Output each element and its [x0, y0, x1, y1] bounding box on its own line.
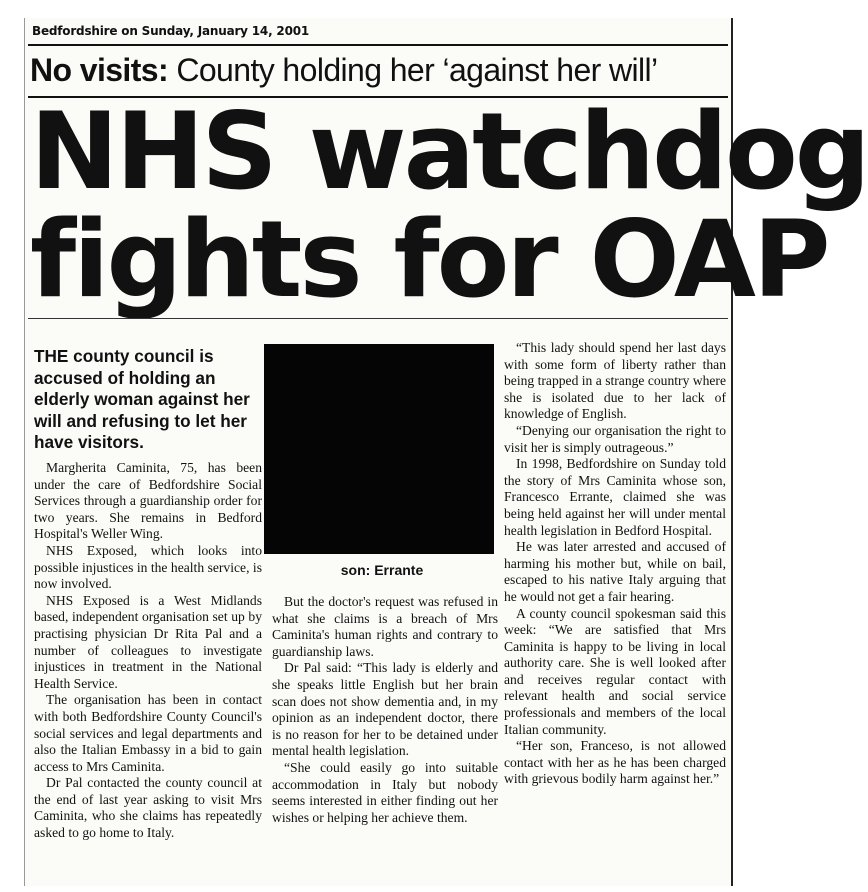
strap-kicker: No visits:	[30, 52, 169, 88]
paragraph: NHS Exposed, which looks into possible injustices in the health service, is now involved.	[34, 542, 262, 592]
paragraph: “Denying our organisation the right to visit her is simply outrageous.”	[504, 422, 726, 455]
column-3	[504, 340, 726, 788]
paragraph: The organisation has been in contact with both Bedfordshire County Council's social services and legal departments and also the Italian Embassy in a bid to gain access to Mrs Caminita.	[34, 692, 262, 774]
top-rule	[28, 44, 728, 46]
headline-rule	[28, 318, 728, 319]
paragraph: Margherita Caminita, 75, has been under the care of Bedfordshire Social Services through a guardianship order for two years. She remains in Bedford Hospital's Weller Wing.	[34, 460, 262, 542]
paragraph: Dr Pal contacted the county council at the end of last year asking to visit Mrs Caminita, who she claims has repeatedly asked to go home to Italy.	[34, 775, 262, 841]
paragraph: NHS Exposed is a West Midlands based, independent organisation set up by practising physician Dr Rita Pal and a number of colleagues to investigate injustices in treatment in the National Health Service.	[34, 592, 262, 691]
strap-text: County holding her ‘against her will’	[176, 52, 658, 88]
photo-redacted	[264, 344, 494, 554]
strapline	[30, 50, 730, 90]
headline-line-1: NHS watchdog	[30, 90, 868, 213]
paragraph: “Her son, Franceso, is not allowed contact with her as he has been charged with grievous bodily harm against her.”	[504, 738, 726, 787]
photo-caption: son: Errante	[340, 562, 424, 578]
headline	[30, 90, 868, 321]
paragraph: A county council spokesman said this week: “We are satisfied that Mrs Caminita is happy to be living in local authority care. She is well looked after and receives regular contact with relevant health and social service professionals and members of the local Italian community.	[504, 605, 726, 737]
standfirst: THE county council is accused of holding an elderly woman against her will and refusing to let her have visitors.	[34, 346, 250, 453]
dateline: Bedfordshire on Sunday, January 14, 2001	[32, 24, 310, 38]
column-1	[34, 460, 262, 842]
headline-line-2: fights for OAP	[30, 198, 828, 321]
paragraph: “This lady should spend her last days with some form of liberty rather than being trapped in a strange country where she is isolated due to her lack of knowledge of English.	[504, 340, 726, 422]
paragraph: Dr Pal said: “This lady is elderly and she speaks little English but her brain scan does not show dementia and, in my opinion as an independent doctor, there is no reason for her to be detained under mental health legislation.	[272, 660, 498, 759]
paragraph: In 1998, Bedfordshire on Sunday told the story of Mrs Caminita whose son, Francesco Errante, claimed she was being held against her will under mental health legislation in Bedford Hospital.	[504, 456, 726, 538]
paragraph: He was later arrested and accused of harming his mother but, while on bail, escaped to his native Italy arguing that he would not get a fair hearing.	[504, 539, 726, 604]
paragraph: “She could easily go into suitable accommodation in Italy but nobody seems interested in either finding out her wishes or helping her achieve them.	[272, 759, 498, 825]
paragraph: But the doctor's request was refused in what she claims is a breach of Mrs Caminita's human rights and contrary to guardianship laws.	[272, 594, 498, 659]
column-2	[272, 594, 498, 826]
